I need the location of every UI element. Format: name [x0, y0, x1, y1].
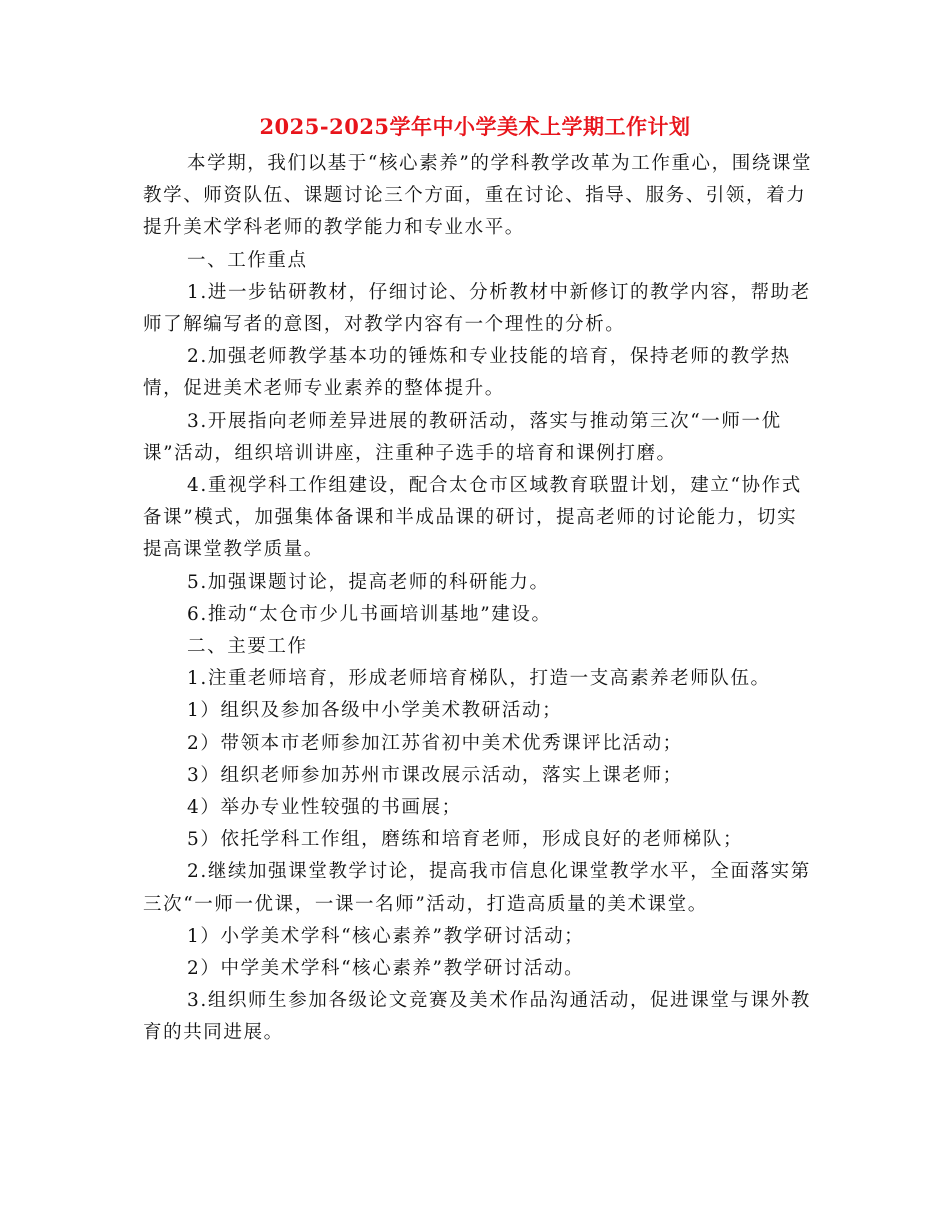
- focus-item-5: 5.加强课题讨论，提高老师的科研能力。: [187, 571, 550, 593]
- focus-item-6: 6.推动“太仓市少儿书画培训基地”建设。: [187, 603, 552, 625]
- main-work-item-3: 3.组织师生参加各级论文竞赛及美术作品沟通活动，促进课堂与课外教育的共同进展。: [143, 990, 811, 1044]
- focus-item-2: 2.加强老师教学基本功的锤炼和专业技能的培育，保持老师的教学热情，促进美术老师专业素养的整体提升。: [143, 346, 791, 400]
- sub-item-1-5: 5）依托学科工作组，磨练和培育老师，形成良好的老师梯队；: [187, 829, 744, 851]
- sub-item-1-4: 4）举办专业性较强的书画展；: [187, 797, 462, 819]
- sub-item-1-3: 3）组织老师参加苏州市课改展示活动，落实上课老师；: [187, 764, 683, 786]
- document-body: [143, 148, 815, 1050]
- focus-item-3: 3.开展指向老师差异进展的教研活动，落实与推动第三次“一师一优课”活动，组织培训讲座，注重种子选手的培育和课例打磨。: [143, 410, 782, 464]
- focus-item-1: 1.进一步钻研教材，仔细讨论、分析教材中新修订的教学内容，帮助老师了解编写者的意图，对教学内容有一个理性的分析。: [143, 281, 811, 336]
- focus-item-4: 4.重视学科工作组建设，配合太仓市区域教育联盟计划，建立“协作式备课”模式，加强集体备课和半成品课的研讨，提高老师的讨论能力，切实提高课堂教学质量。: [143, 475, 802, 561]
- main-work-item-1: 1.注重老师培育，形成老师培育梯队，打造一支高素养老师队伍。: [187, 668, 771, 690]
- main-work-item-2: 2.继续加强课堂教学讨论，提高我市信息化课堂教学水平，全面落实第三次“一师一优课，一课一名师”活动，打造高质量的美术课堂。: [143, 861, 811, 915]
- sub-item-1-1: 1）组织及参加各级中小学美术教研活动；: [187, 700, 563, 722]
- sub-item-2-2: 2）中学美术学科“核心素养”教学研讨活动。: [187, 958, 585, 980]
- section-heading-main-work: 二、主要工作: [187, 636, 308, 658]
- document-title: 2025-2025学年中小学美术上学期工作计划: [259, 114, 691, 139]
- sub-item-2-1: 1）小学美术学科“核心素养”教学研讨活动；: [187, 925, 585, 947]
- section-heading-work-focus: 一、工作重点: [187, 249, 308, 271]
- intro-paragraph: 本学期，我们以基于“核心素养”的学科教学改革为工作重心，围绕课堂教学、师资队伍、课题讨论三个方面，重在讨论、指导、服务、引领，着力提升美术学科老师的教学能力和专业水平。: [143, 153, 813, 239]
- sub-item-1-2: 2）带领本市老师参加江苏省初中美术优秀课评比活动；: [187, 732, 683, 754]
